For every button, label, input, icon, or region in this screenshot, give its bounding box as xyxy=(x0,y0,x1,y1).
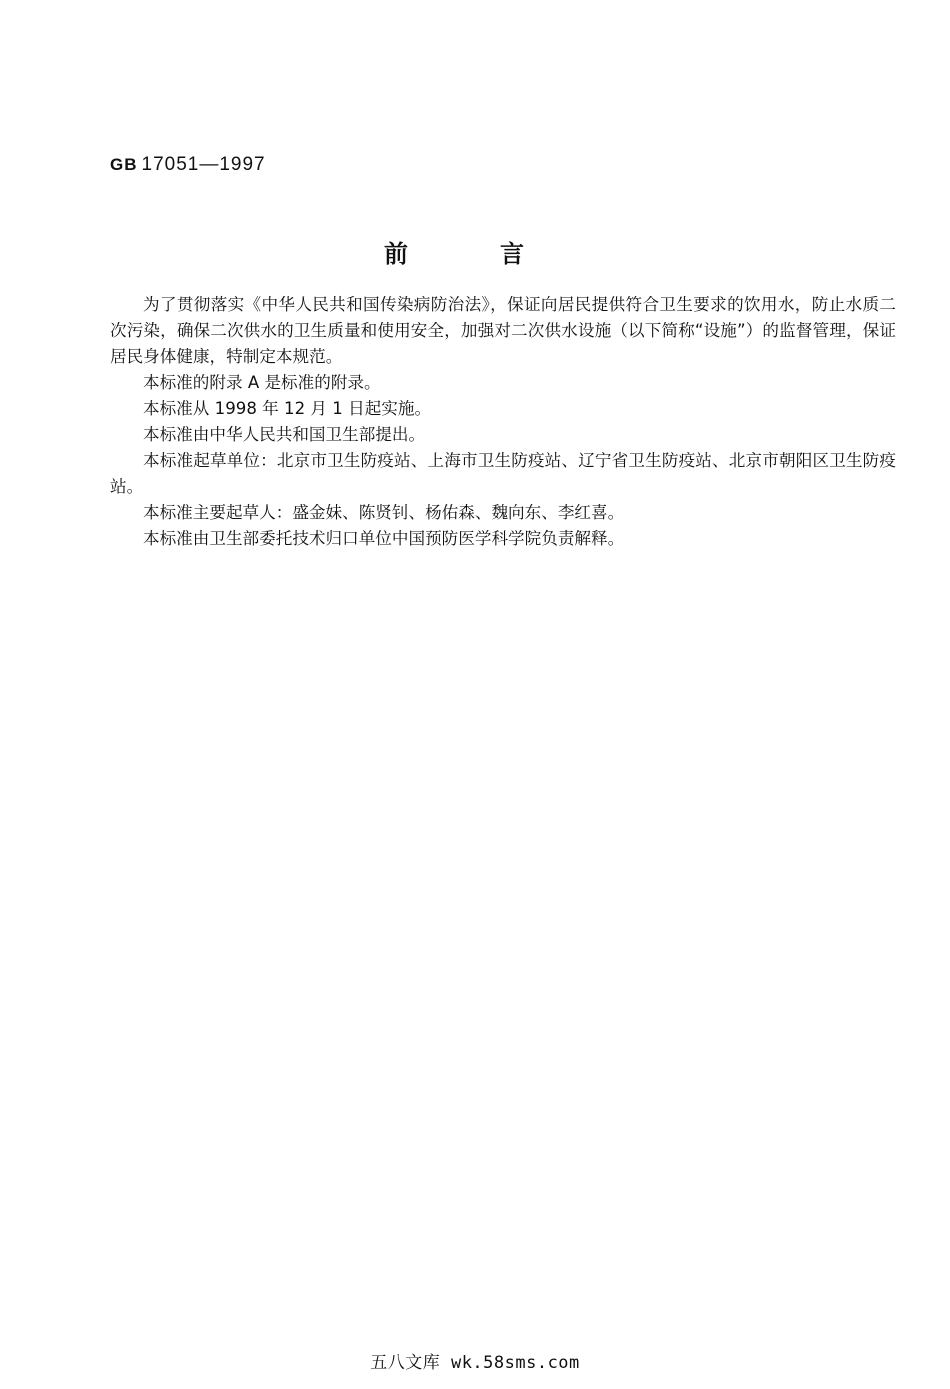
paragraph-effective-date: 本标准从 1998 年 12 月 1 日起实施。 xyxy=(143,399,432,418)
paragraph-purpose: 为了贯彻落实《中华人民共和国传染病防治法》，保证向居民提供符合卫生要求的饮用水，防止水质二次污染，确保二次供水的卫生质量和使用安全，加强对二次供水设施（以下简称“设施”）的监督管理，保证居民身体健康，特制定本规范。 xyxy=(110,295,896,366)
paragraph-proposer: 本标准由中华人民共和国卫生部提出。 xyxy=(143,425,426,444)
page-title: 前言 xyxy=(384,240,616,268)
paragraph-appendix: 本标准的附录 A 是标准的附录。 xyxy=(143,373,381,392)
paragraph-interpretation: 本标准由卫生部委托技术归口单位中国预防医学科学院负责解释。 xyxy=(143,529,625,548)
foreword-body xyxy=(110,292,896,552)
paragraph-drafting-units: 本标准起草单位：北京市卫生防疫站、上海市卫生防疫站、辽宁省卫生防疫站、北京市朝阳区卫生防疫站。 xyxy=(110,451,896,496)
watermark-footer: 五八文库 wk.58sms.com xyxy=(370,1353,580,1373)
standard-code: 17051—1997 xyxy=(141,154,266,175)
standard-number xyxy=(110,154,266,176)
standard-prefix: GB xyxy=(110,155,138,174)
paragraph-drafters: 本标准主要起草人：盛金妹、陈贤钊、杨佑森、魏向东、李红喜。 xyxy=(143,503,625,522)
